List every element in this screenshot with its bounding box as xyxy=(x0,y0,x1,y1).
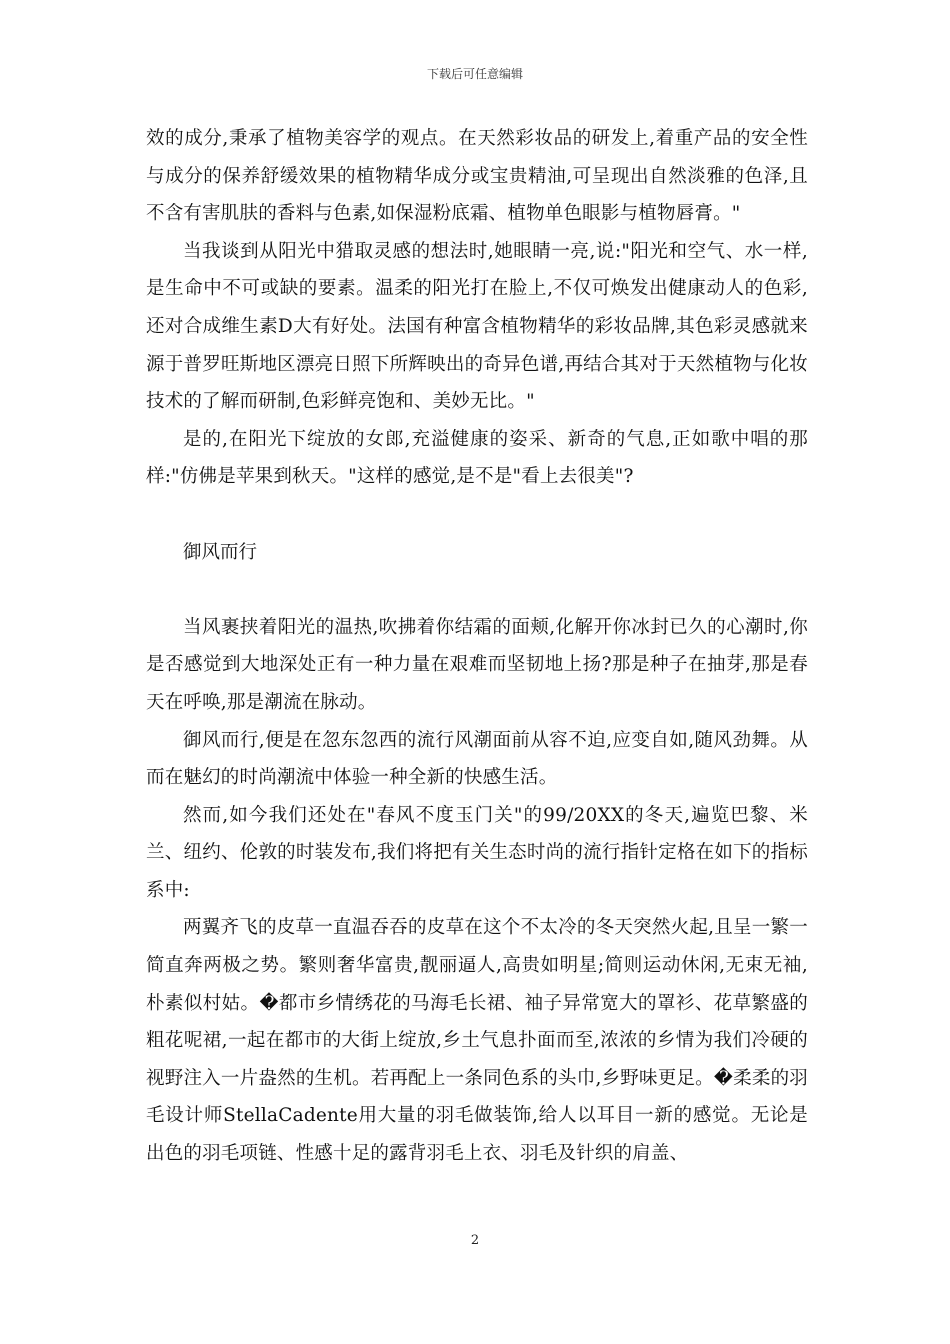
paragraph: 御风而行,便是在忽东忽西的流行风潮面前从容不迫,应变自如,随风劲舞。从而在魅幻的时尚潮流中体验一种全新的快感生活。 xyxy=(146,729,808,789)
paragraph: 当我谈到从阳光中猎取灵感的想法时,她眼睛一亮,说:"阳光和空气、水一样,是生命中不可或缺的要素。温柔的阳光打在脸上,不仅可焕发出健康动人的色彩,还对合成维生素D大有好处。法国有种富含植物精华的彩妆品牌,其色彩灵感就来源于普罗旺斯地区漂亮日照下所辉映出的奇异色谱,再结合其对于天然植物与化妆技术的了解而研制,色彩鲜亮饱和、美妙无比。" xyxy=(146,240,808,413)
page-number: 2 xyxy=(470,1233,480,1248)
paragraph: 两翼齐飞的皮草一直温吞吞的皮草在这个不太冷的冬天突然火起,且呈一繁一简直奔两极之势。繁则奢华富贵,靓丽逼人,高贵如明星;简则运动休闲,无束无袖,朴素似村姑。�都市乡情绣花的马海毛长裙、袖子异常宽大的罩衫、花草繁盛的粗花呢裙,一起在都市的大街上绽放,乡土气息扑面而至,浓浓的乡情为我们冷硬的视野注入一片盎然的生机。若再配上一条同色系的头巾,乡野味更足。�柔柔的羽毛设计师StellaCadente用大量的羽毛做装饰,给人以耳目一新的感觉。无论是出色的羽毛项链、性感十足的露背羽毛上衣、羽毛及针织的肩盖、 xyxy=(146,917,808,1165)
blank-line xyxy=(146,496,808,534)
blank-line xyxy=(146,571,808,609)
paragraph-continued: 效的成分,秉承了植物美容学的观点。在天然彩妆品的研发上,着重产品的安全性与成分的保养舒缓效果的植物精华成分或宝贵精油,可呈现出自然淡雅的色泽,且不含有害肌肤的香料与色素,如保湿粉底霜、植物单色眼影与植物唇膏。" xyxy=(146,128,808,225)
paragraph: 是的,在阳光下绽放的女郎,充溢健康的姿采、新奇的气息,正如歌中唱的那样:"仿佛是苹果到秋天。"这样的感觉,是不是"看上去很美"? xyxy=(146,428,808,488)
paragraph: 然而,如今我们还处在"春风不度玉门关"的99/20XX的冬天,遍览巴黎、米兰、纽约、伦敦的时装发布,我们将把有关生态时尚的流行指针定格在如下的指标系中: xyxy=(146,804,808,901)
page-header: 下载后可任意编辑 xyxy=(426,67,523,81)
section-heading: 御风而行 xyxy=(183,541,258,563)
document-body xyxy=(146,120,808,1173)
paragraph: 当风裹挟着阳光的温热,吹拂着你结霜的面颊,化解开你冰封已久的心潮时,你是否感觉到大地深处正有一种力量在艰难而坚韧地上扬?那是种子在抽芽,那是春天在呼唤,那是潮流在脉动。 xyxy=(146,616,808,713)
